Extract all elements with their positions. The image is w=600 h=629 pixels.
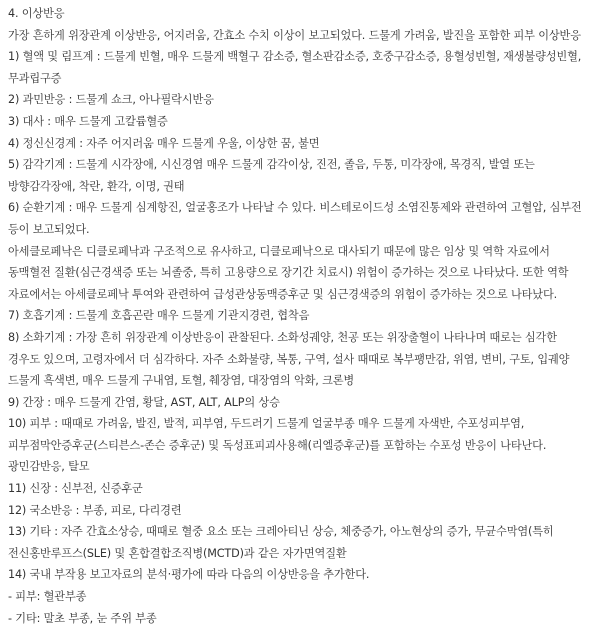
item-sensory: 5) 감각기계 : 드물게 시각장애, 시신경염 매우 드물게 감각이상, 진전, 졸음, 두통, 미각장애, 목경직, 발열 또는 방향감각장애, 착란, 환각, 이명, 권태 [8, 158, 535, 193]
item-blood-lymph: 1) 혈액 및 림프계 : 드물게 빈혈, 매우 드물게 백혈구 감소증, 혈소판감소증, 호중구감소증, 용혈성빈혈, 재생불량성빈혈, 무과립구증 [8, 50, 582, 85]
item-liver: 9) 간장 : 매우 드물게 간염, 황달, AST, ALT, ALP의 상승 [8, 395, 280, 409]
sub-item-skin: - 피부: 혈관부종 [8, 590, 87, 604]
item-local-reaction: 12) 국소반응 : 부종, 피로, 다리경련 [8, 503, 182, 517]
item-respiratory: 7) 호흡기계 : 드물게 호흡곤란 매우 드물게 기관지경련, 협착음 [8, 309, 310, 323]
item-circulatory: 6) 순환기계 : 매우 드물게 심계항진, 얼굴홍조가 나타날 수 있다. 비스테로이드성 소염진통제와 관련하여 고혈압, 심부전 등이 보고되었다. [8, 201, 582, 236]
paragraph-aceclofenac-note: 아세클로페낙은 디클로페낙과 구조적으로 유사하고, 디클로페낙으로 대사되기 때문에 많은 임상 및 역학 자료에서 동맥혈전 질환(심근경색증 또는 뇌졸중, 특히 고용량으로 장기간 치료시) 위험이 증가하는 것으로 나타났다. 또한 역학 자료에서는 아세클로페낙 투여와 관련하여 급성관상동맥증후군 및 심근경색증의 위험이 증가하는 것으로 나타났다. [8, 244, 569, 301]
item-other: 13) 기타 : 자주 간효소상승, 때때로 혈중 요소 또는 크레아티닌 상승, 체중증가, 아노현상의 증가, 무균수막염(특히 전신홍반루프스(SLE) 및 혼합결합조직병(MCTD)과 같은 자가면역질환 [8, 525, 554, 560]
item-metabolism: 3) 대사 : 매우 드물게 고칼륨혈증 [8, 114, 168, 128]
paragraph-summary: 가장 흔하게 위장관계 이상반응, 어지러움, 간효소 수치 이상이 보고되었다. 드물게 가려움, 발진을 포함한 피부 이상반응 [8, 28, 581, 42]
sub-item-other: - 기타: 말초 부종, 눈 주위 부종 [8, 611, 157, 625]
item-skin: 10) 피부 : 때때로 가려움, 발진, 발적, 피부염, 두드러기 드물게 얼굴부종 매우 드물게 자색반, 수포성피부염, 피부점막안증후군(스티븐스-존슨 증후군) 및 독성표피괴사용해(리엘증후군)를 포함하는 수포성 반응이 나타난다. 광민감반응, 탈모 [8, 417, 547, 474]
item-hypersensitivity: 2) 과민반응 : 드물게 쇼크, 아나필락시반응 [8, 93, 214, 107]
item-digestive: 8) 소화기계 : 가장 흔히 위장관계 이상반응이 관찰된다. 소화성궤양, 천공 또는 위장출혈이 나타나며 때로는 심각한 경우도 있으며, 고령자에서 더 심각하다. 자주 소화불량, 복통, 구역, 설사 때때로 복부팽만감, 위염, 변비, 구토, 입궤양 드물게 흑색변, 매우 드물게 구내염, 토혈, 췌장염, 대장염의 악화, 크론병 [8, 330, 570, 388]
item-domestic-reports: 14) 국내 부작용 보고자료의 분석·평가에 따라 다음의 이상반응을 추가한다. [8, 568, 370, 582]
item-neuropsychiatric: 4) 정신신경계 : 자주 어지러움 매우 드물게 우울, 이상한 꿈, 불면 [8, 136, 320, 150]
section-heading: 4. 이상반응 [8, 7, 65, 20]
item-kidney: 11) 신장 : 신부전, 신증후군 [8, 482, 143, 496]
